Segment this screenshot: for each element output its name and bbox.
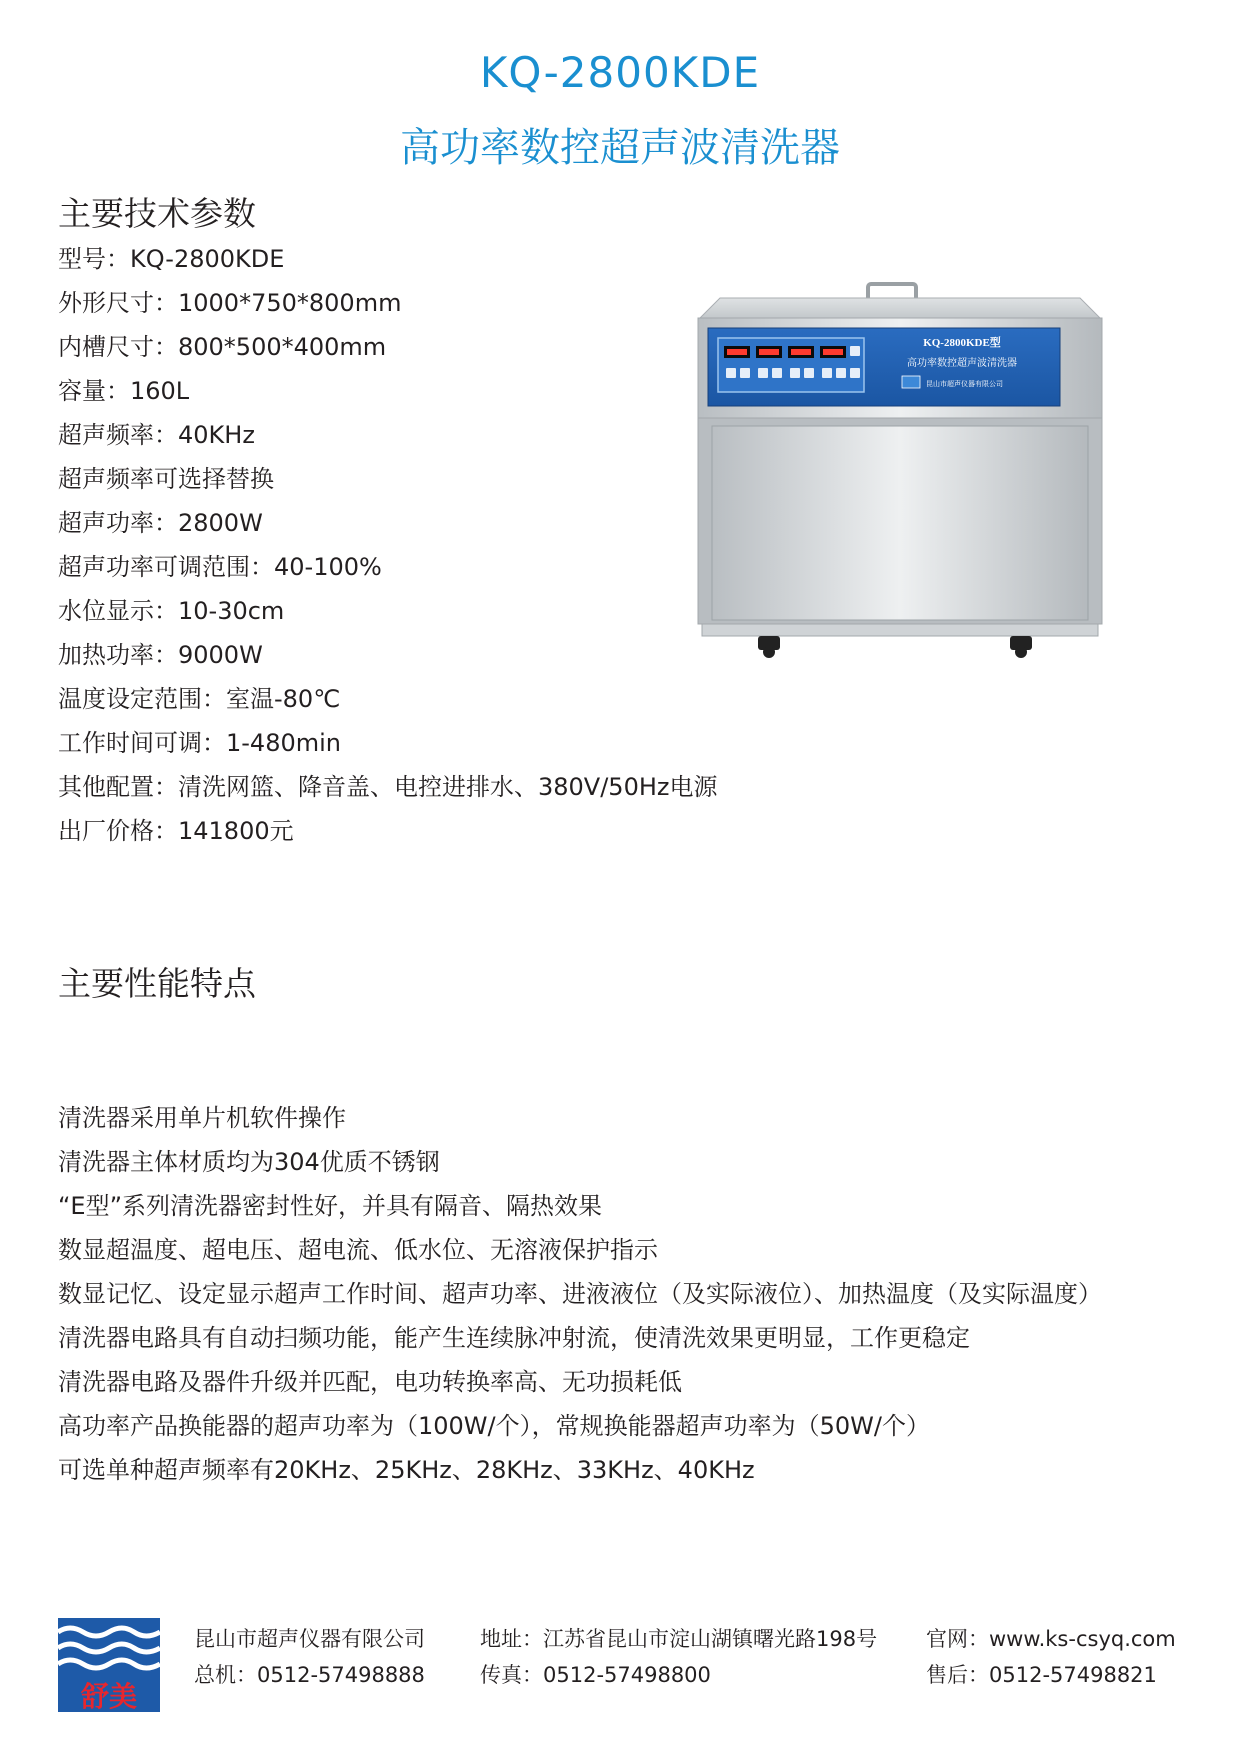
footer-company: 昆山市超声仪器有限公司	[194, 1627, 425, 1651]
spec-item: 出厂价格：141800元	[58, 817, 294, 845]
footer-phone: 总机：0512-57498888	[194, 1663, 425, 1687]
feature-item: 数显超温度、超电压、超电流、低水位、无溶液保护指示	[58, 1236, 658, 1264]
panel-name-label: 高功率数控超声波清洗器	[907, 358, 1017, 369]
feature-item: 清洗器采用单片机软件操作	[58, 1104, 346, 1132]
lid	[700, 298, 1100, 318]
spec-item: 超声功率：2800W	[58, 509, 263, 537]
feature-item: 高功率产品换能器的超声功率为（100W/个），常规换能器超声功率为（50W/个）	[58, 1412, 930, 1440]
spec-item: 加热功率：9000W	[58, 641, 263, 669]
footer-company-col	[194, 1621, 425, 1693]
product-name-title: 高功率数控超声波清洗器	[400, 125, 840, 171]
panel-logo	[902, 376, 920, 388]
spec-item: 外形尺寸：1000*750*800mm	[58, 289, 402, 317]
spec-item: 型号：KQ-2800KDE	[58, 245, 285, 273]
product-image	[690, 278, 1110, 660]
front-door	[712, 426, 1088, 620]
feature-item: 数显记忆、设定显示超声工作时间、超声功率、进液液位（及实际液位）、加热温度（及实际温度）	[58, 1280, 1102, 1308]
spec-item: 温度设定范围：室温-80℃	[58, 685, 341, 713]
footer-address: 地址：江苏省昆山市淀山湖镇曙光路198号	[480, 1627, 878, 1651]
company-logo	[58, 1618, 160, 1712]
panel-model-label: KQ-2800KDE型	[923, 337, 1001, 349]
product-model-title: KQ-2800KDE	[479, 48, 761, 97]
footer-website[interactable]: 官网：www.ks-csyq.com	[926, 1627, 1176, 1651]
panel-company-label: 昆山市超声仪器有限公司	[926, 380, 1003, 388]
feature-item: “E型”系列清洗器密封性好，并具有隔音、隔热效果	[58, 1192, 603, 1220]
spec-item: 工作时间可调：1-480min	[58, 729, 341, 757]
spec-item: 水位显示：10-30cm	[58, 597, 285, 625]
features-list	[58, 1096, 1102, 1492]
footer-web-col	[926, 1621, 1176, 1693]
spec-item: 超声频率：40KHz	[58, 421, 255, 449]
feature-item: 清洗器主体材质均为304优质不锈钢	[58, 1148, 440, 1176]
spec-item: 其他配置：清洗网篮、降音盖、电控进排水、380V/50Hz电源	[58, 773, 718, 801]
feature-item: 可选单种超声频率有20KHz、25KHz、28KHz、33KHz、40KHz	[58, 1456, 755, 1484]
base	[702, 624, 1098, 636]
specs-list	[58, 237, 718, 853]
feature-item: 清洗器电路具有自动扫频功能，能产生连续脉冲射流，使清洗效果更明显，工作更稳定	[58, 1324, 970, 1352]
spec-item: 容量：160L	[58, 377, 190, 405]
feature-item: 清洗器电路及器件升级并匹配，电功转换率高、无功损耗低	[58, 1368, 682, 1396]
caster-wheels	[758, 636, 1032, 658]
features-heading: 主要性能特点	[58, 964, 256, 1003]
spec-item: 内槽尺寸：800*500*400mm	[58, 333, 387, 361]
spec-item: 超声频率可选择替换	[58, 465, 274, 493]
footer-aftersales: 售后：0512-57498821	[926, 1663, 1157, 1687]
specs-heading: 主要技术参数	[58, 194, 256, 233]
footer-fax: 传真：0512-57498800	[480, 1663, 711, 1687]
logo-text: 舒美	[80, 1680, 138, 1712]
footer-address-col	[480, 1621, 877, 1693]
spec-item: 超声功率可调范围：40-100%	[58, 553, 382, 581]
